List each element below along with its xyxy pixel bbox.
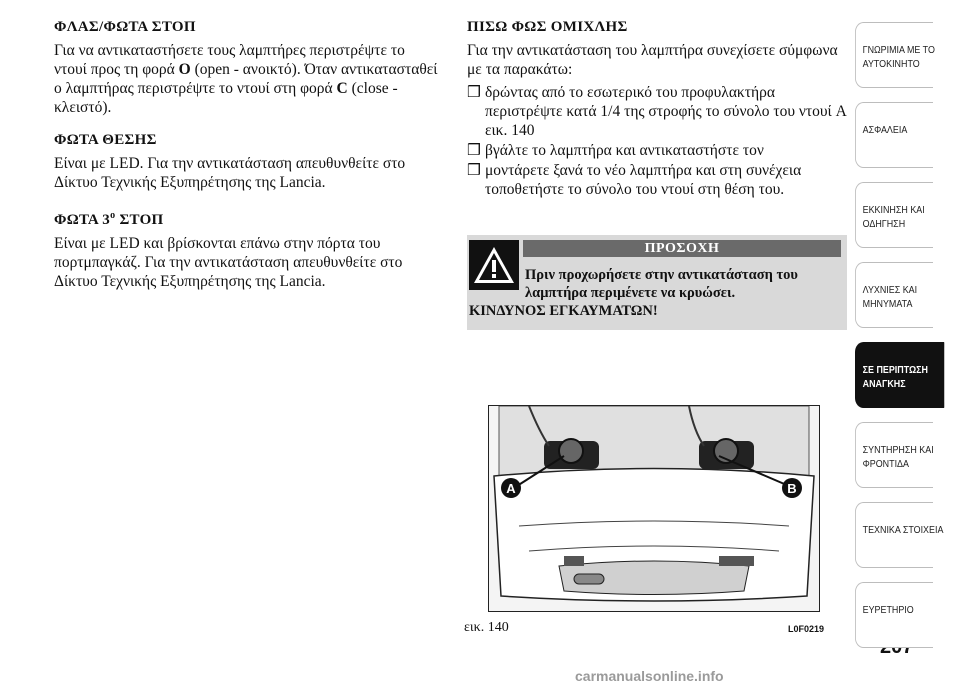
tab-label: ΕΥΡΕΤΗΡΙΟ [862,604,914,616]
tab-label: ΤΕΧΝΙΚΑ ΣΤΟΙΧΕΙΑ [862,524,944,536]
warning-text-danger: ΚΙΝΔΥΝΟΣ ΕΓΚΑΥΜΑΤΩΝ! [469,303,658,319]
right-column [467,18,852,200]
section-intro-rear-fog: Για την αντικατάσταση του λαμπτήρα συνεχίσετε σύμφωνα με τα παρακάτω: [467,42,838,78]
tab-warning-lights[interactable] [855,262,933,328]
step-text: βγάλτε το λαμπτήρα και αντικαταστήστε τον [485,142,764,159]
warning-triangle-icon [469,240,519,290]
checkbox-bullet-icon: ❒ [467,84,481,101]
steps-list [467,83,852,199]
list-item [467,161,852,199]
tab-label: ΣΕ ΠΕΡΙΠΤΩΣΗ [862,364,928,376]
text-fragment: (open - ανοικτό). Όταν αντικατασταθεί ο λαμπτήρας περιστρέψτε το ντουί στη φορά [54,61,438,97]
tab-label: ΣΥΝΤΗΡΗΣΗ ΚΑΙ [862,444,934,456]
tab-label: ΦΡΟΝΤΙΔΑ [862,458,909,470]
tab-emergency[interactable] [855,342,944,408]
warning-box [467,235,847,330]
figure-rear-bumper [488,405,820,612]
text-fragment: Για να αντικαταστήσετε τους λαμπτήρες περιστρέψτε το ντουί προς τη φορά [54,42,405,78]
left-column [54,18,439,305]
tab-label: ΑΣΦΑΛΕΙΑ [862,124,908,136]
callout-b-label: B [787,481,797,496]
degree-superscript: ο [110,210,116,221]
tab-label: ΓΝΩΡΙΜΙΑ ΜΕ ΤΟ [862,44,935,56]
list-item [467,83,852,140]
warning-title: ΠΡΟΣΟΧΗ [523,240,841,257]
title-fragment: ΦΩΤΑ 3 [54,212,111,228]
tab-getting-to-know[interactable] [855,22,933,88]
tab-label: ΜΗΝΥΜΑΤΑ [862,298,913,310]
callout-b [782,478,802,498]
list-item [467,141,852,160]
section-title-third-stop [54,206,439,230]
section-text-flash-stop [54,41,439,117]
step-text: μοντάρετε ξανά το νέο λαμπτήρα και στη συνέχεια τοποθετήστε το σύνολο του ντουί στη θέση του. [485,162,802,198]
tab-label: ΑΝΑΓΚΗΣ [862,378,906,390]
bold-close-letter: C [336,80,348,97]
section-title-position-lights: ΦΩΤΑ ΘΕΣΗΣ [54,132,157,148]
tab-label: ΛΥΧΝΙΕΣ ΚΑΙ [862,284,918,296]
callout-a [501,478,521,498]
watermark-text: carmanualsonline.info [575,668,724,684]
tab-index[interactable] [855,582,933,648]
lamp-holder-b [699,439,754,469]
section-title-rear-fog: ΠΙΣΩ ΦΩΣ ΟΜΙΧΛΗΣ [467,19,628,35]
section-title-flash-stop: ΦΛΑΣ/ΦΩΤΑ ΣΤΟΠ [54,19,196,35]
tab-safety[interactable] [855,102,933,168]
section-text-third-stop: Είναι με LED και βρίσκονται επάνω στην πόρτα του πορτμπαγκάζ. Για την αντικατάσταση απευθυνθείτε στο Δίκτυο Τεχνικής Εξυπηρέτησης της Lancia. [54,235,403,290]
warning-text: Πριν προχωρήσετε στην αντικατάσταση του λαμπτήρα περιμένετε να κρυώσει. [525,267,798,301]
checkbox-bullet-icon: ❒ [467,162,481,179]
tab-starting-driving[interactable] [855,182,933,248]
tab-label: ΑΥΤΟΚΙΝΗΤΟ [862,58,920,70]
callout-a-label: A [506,481,516,496]
figure-caption: εικ. 140 [464,620,509,635]
bold-open-letter: O [178,61,191,78]
tab-maintenance[interactable] [855,422,933,488]
title-fragment: ΣΤΟΠ [119,212,164,228]
checkbox-bullet-icon: ❒ [467,142,481,159]
step-text: δρώντας από το εσωτερικό του προφυλακτήρα περιστρέψτε κατά 1/4 της στροφής το σύνολο του ντουί A εικ. 140 [485,84,846,139]
section-text-position-lights: Είναι με LED. Για την αντικατάσταση απευθυνθείτε στο Δίκτυο Τεχνικής Εξυπηρέτησης της Lancia. [54,155,406,191]
rear-bumper-illustration [489,406,819,611]
tab-technical-data[interactable] [855,502,944,568]
figure-code: L0F0219 [788,624,825,634]
tab-label: ΟΔΗΓΗΣΗ [862,218,906,230]
tab-label: ΕΚΚΙΝΗΣΗ ΚΑΙ [862,204,925,216]
text-fragment: (close - κλειστό). [54,80,398,116]
